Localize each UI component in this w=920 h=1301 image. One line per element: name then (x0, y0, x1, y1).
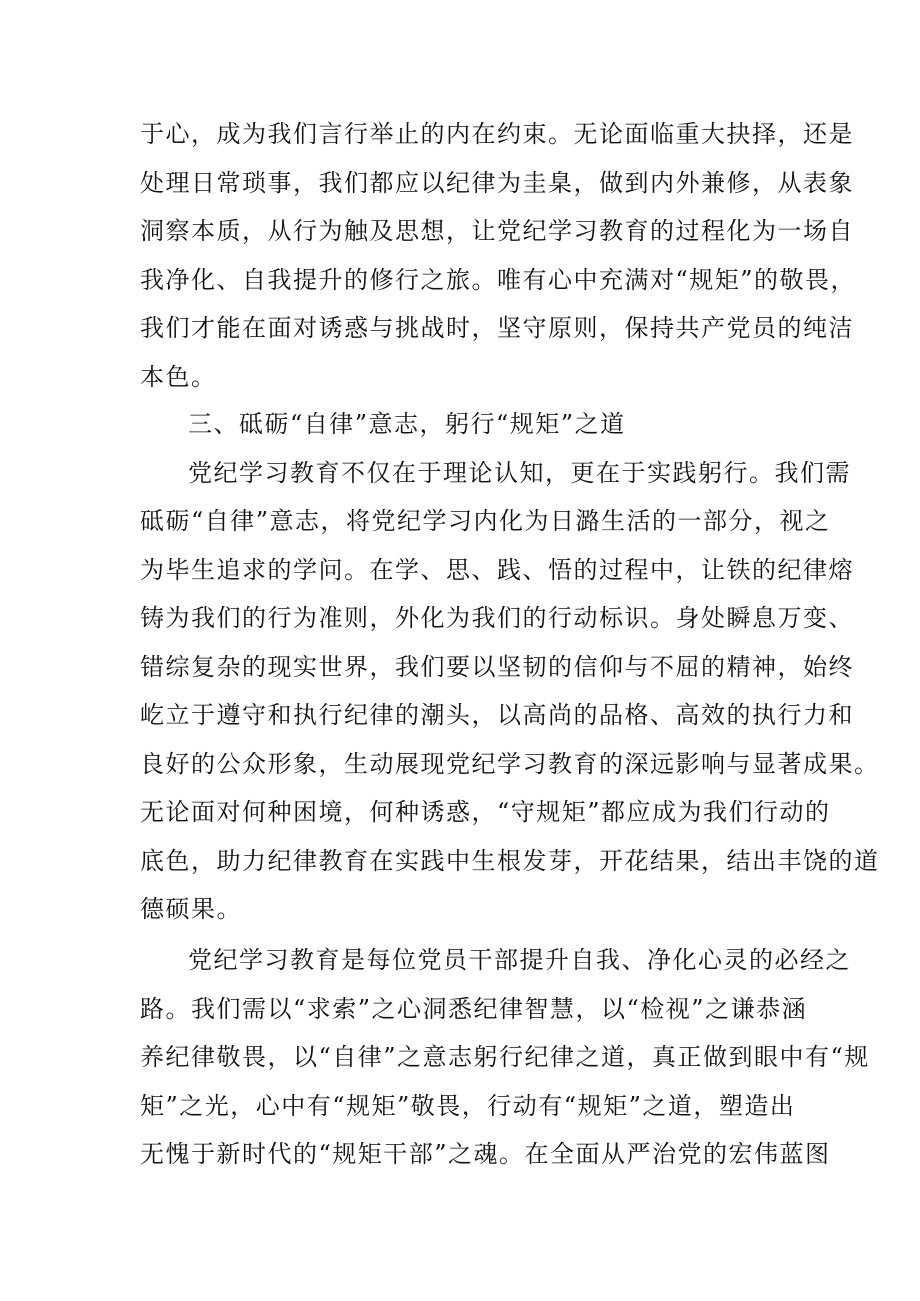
text-line: 养纪律敬畏，以“自律”之意志躬行纪律之道，真正做到眼中有“规 (140, 1043, 870, 1071)
text-line: 我们才能在面对诱惑与挑战时，坚守原则，保持共产党员的纯洁 (140, 314, 854, 342)
text-line: 矩”之光，心中有“规矩”敬畏，行动有“规矩”之道，塑造出 (140, 1091, 796, 1120)
text-line: 铸为我们的行为准则，外化为我们的行动标识。身处瞬息万变、 (140, 604, 854, 632)
text-line: 路。我们需以“求索”之心洞悉纪律智慧，以“检视”之谦恭涵 (140, 994, 808, 1023)
text-line: 无论面对何种困境，何种诱惑，“守规矩”都应成为我们行动的 (140, 798, 831, 826)
text-line: 为毕生追求的学问。在学、思、践、悟的过程中，让铁的纪律熔 (140, 555, 854, 584)
section-three (140, 400, 880, 934)
text-line: 本色。 (140, 362, 217, 391)
text-line: 党纪学习教育不仅在于理论认知，更在于实践躬行。我们需 (188, 458, 851, 487)
text-line: 于心，成为我们言行举止的内在约束。无论面临重大抉择，还是 (140, 120, 854, 148)
paragraph-continuation (140, 110, 857, 401)
text-line: 德硕果。 (140, 895, 242, 923)
text-line: 处理日常琐事，我们都应以纪律为圭臬，做到内外兼修，从表象 (140, 168, 854, 197)
text-line: 党纪学习教育是每位党员干部提升自我、净化心灵的必经之 (188, 946, 851, 974)
text-line: 屹立于遵守和执行纪律的潮头，以高尚的品格、高效的执行力和 (140, 701, 854, 729)
text-line: 良好的公众形象，生动展现党纪学习教育的深远影响与显著成果。 (140, 749, 880, 778)
paragraph-conclusion (140, 936, 870, 1179)
section-heading: 三、砥砺“自律”意志，躬行“规矩”之道 (188, 410, 626, 438)
text-line: 砥砺“自律”意志，将党纪学习内化为日潞生活的一部分，视之 (140, 507, 831, 535)
text-line: 错综复杂的现实世界，我们要以坚韧的信仰与不屈的精神，始终 (140, 652, 854, 681)
text-line: 洞察本质，从行为触及思想，让党纪学习教育的过程化为一场自 (140, 217, 854, 245)
text-line: 无愧于新时代的“规矩干部”之魂。在全面从严治党的宏伟蓝图 (140, 1140, 831, 1168)
text-line: 底色，助力纪律教育在实践中生根发芽，开花结果，结出丰饶的道 (140, 846, 880, 875)
text-line: 我净化、自我提升的修行之旅。唯有心中充满对“规矩”的敬畏， (140, 265, 857, 294)
